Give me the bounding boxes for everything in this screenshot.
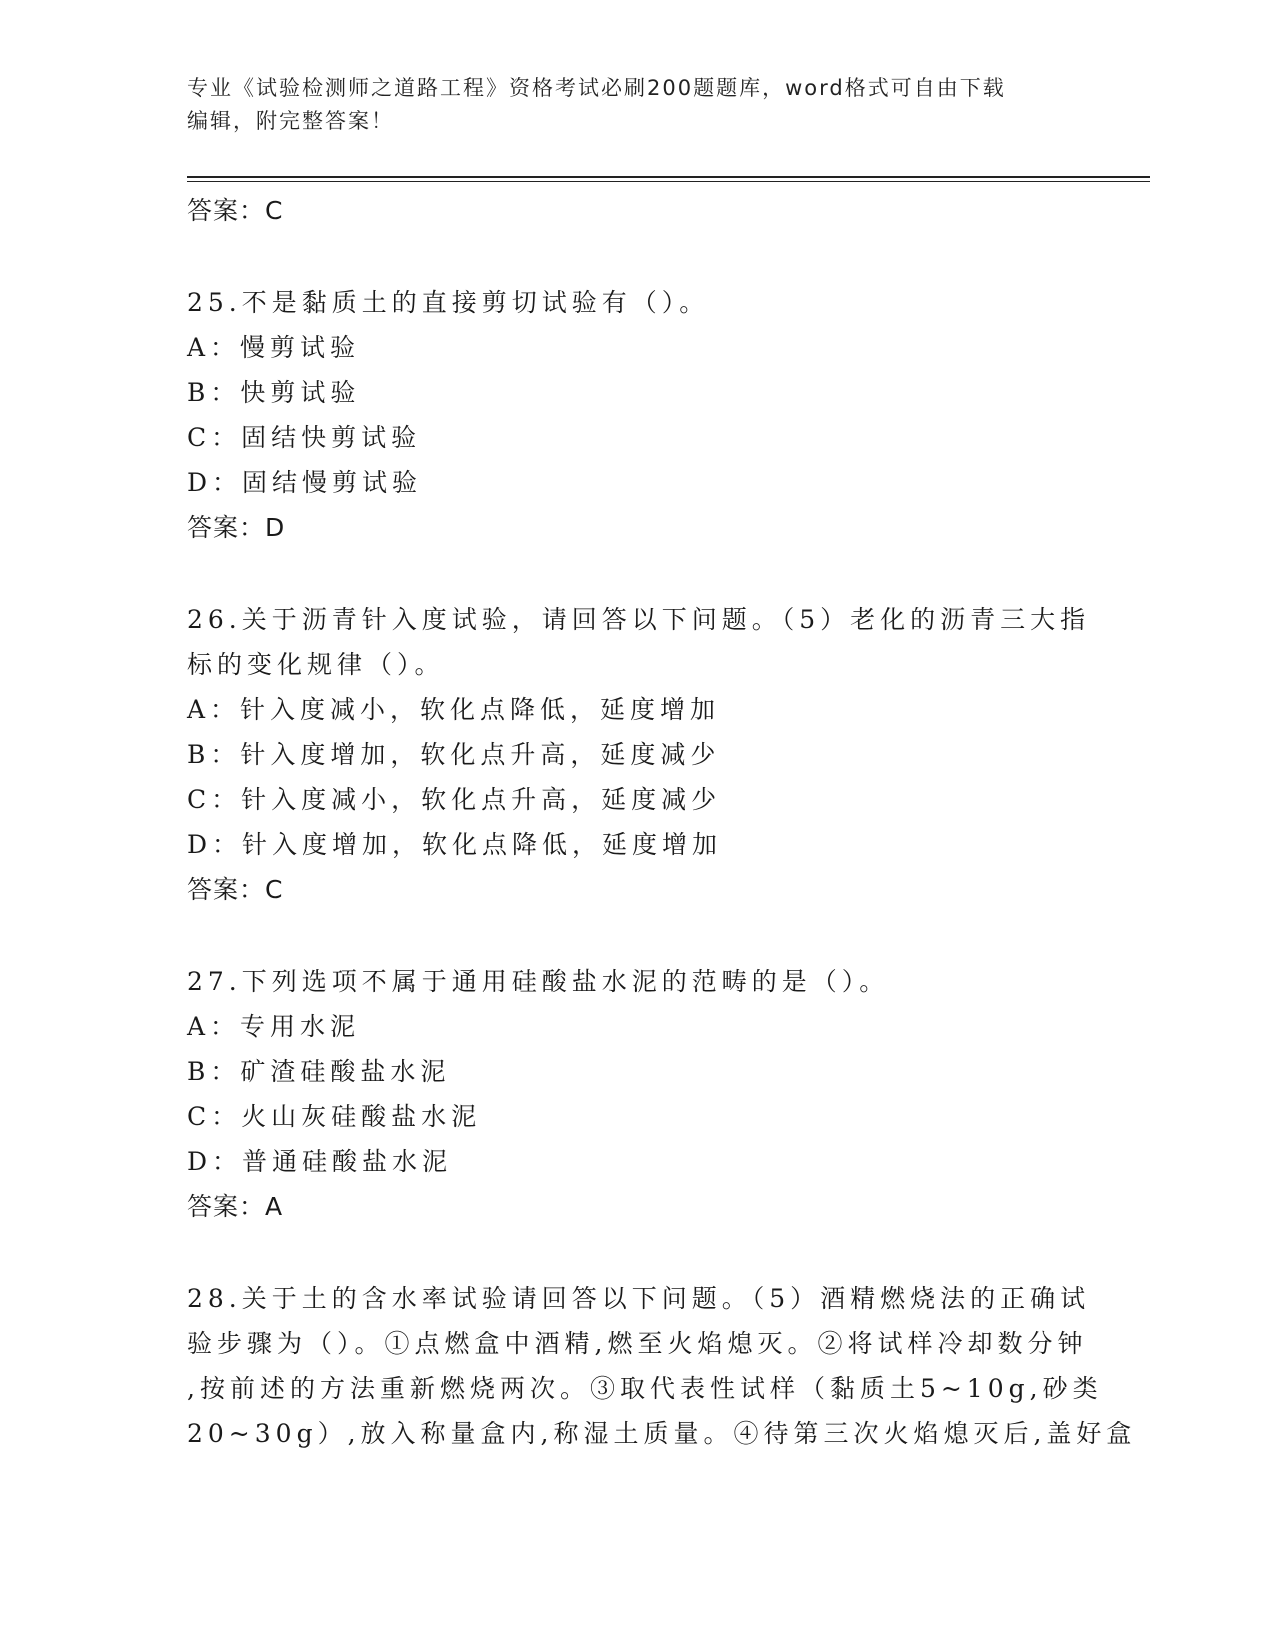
prev-answer: 答案：C [187,196,284,225]
question-27 [187,959,1087,1229]
option-a: A：针入度减小，软化点降低，延度增加 [187,695,721,724]
header-line-2: 编辑，附完整答案！ [187,109,394,133]
question-26 [187,597,1091,912]
question-28 [187,1276,1137,1456]
answer: 答案：D [187,513,286,542]
option-b: B：针入度增加，软化点升高，延度减少 [187,740,721,769]
header-line-1: 专业《试验检测师之道路工程》资格考试必刷200题题库，word格式可自由下载 [187,76,1006,100]
question-list [187,188,1137,1456]
option-c: C：火山灰硅酸盐水泥 [187,1102,482,1131]
header-rule-thin [187,181,1150,182]
option-d: D：固结慢剪试验 [187,468,423,497]
question-text: 27.下列选项不属于通用硅酸盐水泥的范畴的是（）。 [187,967,890,996]
option-a: A：慢剪试验 [187,333,361,362]
answer: 答案：A [187,1192,284,1221]
page-header [187,72,1067,138]
option-c: C：固结快剪试验 [187,423,422,452]
option-d: D：普通硅酸盐水泥 [187,1147,453,1176]
question-text: 25.不是黏质土的直接剪切试验有（）。 [187,288,710,317]
header-rule-thick [187,176,1150,178]
option-c: C：针入度减小，软化点升高，延度减少 [187,785,722,814]
question-text: 26.关于沥青针入度试验，请回答以下问题。（5）老化的沥青三大指 标的变化规律（）。 [187,605,1091,679]
answer: 答案：C [187,875,284,904]
option-b: B：矿渣硅酸盐水泥 [187,1057,451,1086]
option-d: D：针入度增加，软化点降低，延度增加 [187,830,723,859]
option-a: A：专用水泥 [187,1012,361,1041]
question-25 [187,280,1087,550]
question-text: 28.关于土的含水率试验请回答以下问题。（5）酒精燃烧法的正确试 验步骤为（）。①点燃盒中酒精,燃至火焰熄灭。②将试样冷却数分钟 ,按前述的方法重新燃烧两次。③取代表性试样（黏质土5~10g,砂类 20~30g）,放入称量盒内,称湿土质量。④待第三次火焰熄灭后,盖好盒 [187,1284,1137,1448]
option-b: B：快剪试验 [187,378,361,407]
